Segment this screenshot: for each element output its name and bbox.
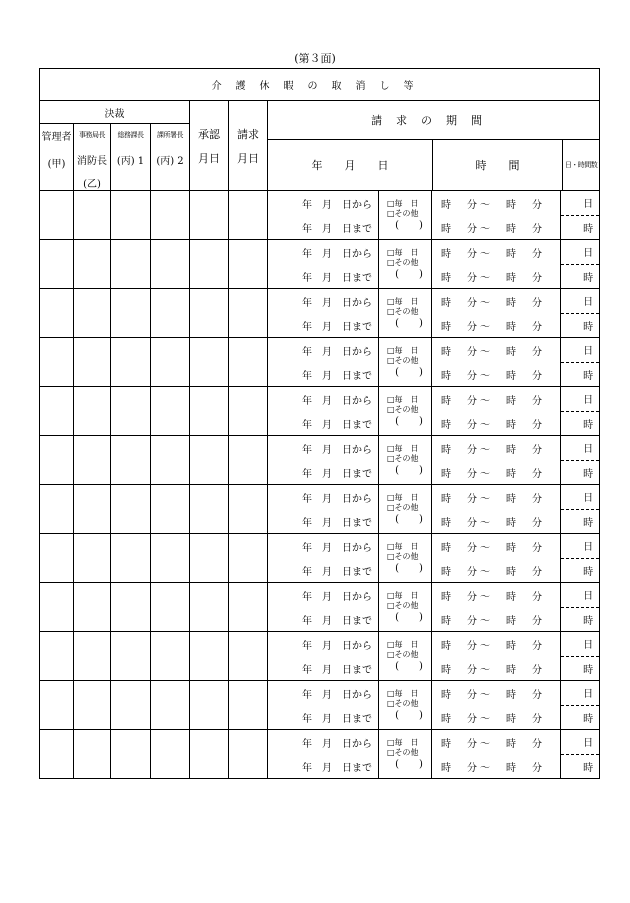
from-date: 年 月 日から (302, 395, 372, 407)
time-range-to: 時 分～ 時 分 (441, 566, 545, 578)
kasho-cell[interactable] (151, 436, 190, 485)
seikyu-cell[interactable] (229, 534, 268, 583)
kind-daily-checkbox[interactable]: □毎 日 (387, 395, 419, 404)
time-range-from: 時 分～ 時 分 (441, 640, 545, 652)
kasho-cell[interactable] (151, 289, 190, 338)
kessai-header: 決裁 (40, 101, 190, 124)
time-cell[interactable] (432, 632, 561, 681)
time-range-to: 時 分～ 時 分 (441, 321, 545, 333)
from-date: 年 月 日から (302, 199, 372, 211)
shonin-cell[interactable] (190, 730, 229, 779)
ymd-cell[interactable] (268, 534, 379, 583)
kanrisha-cell[interactable] (40, 583, 74, 632)
somu-cell[interactable] (111, 338, 151, 387)
kanrisha-cell[interactable] (40, 485, 74, 534)
seikyu-cell[interactable] (229, 240, 268, 289)
seikyu-label: 請求 (237, 127, 259, 141)
cancellation-form-table (39, 68, 600, 779)
unit-hour: 時 (583, 566, 594, 578)
time-range-to: 時 分～ 時 分 (441, 517, 545, 529)
kind-daily-checkbox[interactable]: □毎 日 (387, 640, 419, 649)
to-date: 年 月 日まで (302, 713, 372, 725)
seikyu-cell[interactable] (229, 681, 268, 730)
kasho-cell[interactable] (151, 240, 190, 289)
unit-cell[interactable] (561, 240, 600, 289)
time-range-from: 時 分～ 時 分 (441, 542, 545, 554)
period-unit-header: 日・時間数 (564, 161, 598, 169)
kind-other-paren: ( ) (395, 710, 423, 721)
kanrisha-label: 管理者 (41, 132, 72, 143)
unit-cell[interactable] (561, 387, 600, 436)
shobochou-label: 消防長 (77, 156, 107, 167)
kasho-sub: (丙) 2 (156, 156, 184, 167)
somu-cell[interactable] (111, 191, 151, 240)
unit-cell[interactable] (561, 730, 600, 779)
table-row (40, 436, 600, 485)
ymd-cell[interactable] (268, 338, 379, 387)
unit-cell[interactable] (561, 191, 600, 240)
shonin-cell[interactable] (190, 387, 229, 436)
from-date: 年 月 日から (302, 591, 372, 603)
jimukyoku-cell[interactable] (74, 436, 111, 485)
table-row (40, 681, 600, 730)
jimukyoku-cell[interactable] (74, 240, 111, 289)
ymd-cell[interactable] (268, 632, 379, 681)
kanrisha-cell[interactable] (40, 240, 74, 289)
kind-other-paren: ( ) (395, 465, 423, 476)
kind-other-checkbox[interactable]: □その他 (387, 552, 419, 561)
seikyu-cell[interactable] (229, 485, 268, 534)
shonin-cell[interactable] (190, 289, 229, 338)
from-date: 年 月 日から (302, 542, 372, 554)
time-range-from: 時 分～ 時 分 (441, 297, 545, 309)
kind-daily-checkbox[interactable]: □毎 日 (387, 199, 419, 208)
table-row (40, 289, 600, 338)
unit-day: 日 (561, 289, 599, 314)
from-date: 年 月 日から (302, 444, 372, 456)
kanrisha-header (40, 124, 74, 191)
kind-cell[interactable] (379, 436, 432, 485)
seikyu-header (229, 101, 268, 191)
period-time-header: 時 間 (433, 140, 563, 190)
unit-cell[interactable] (561, 289, 600, 338)
unit-day: 日 (561, 632, 599, 657)
unit-cell[interactable] (561, 338, 600, 387)
unit-cell[interactable] (561, 632, 600, 681)
kind-other-paren: ( ) (395, 759, 423, 770)
table-row (40, 338, 600, 387)
kasho-cell[interactable] (151, 632, 190, 681)
time-cell[interactable] (432, 387, 561, 436)
time-range-from: 時 分～ 時 分 (441, 444, 545, 456)
unit-cell[interactable] (561, 681, 600, 730)
kind-cell[interactable] (379, 583, 432, 632)
kind-other-paren: ( ) (395, 367, 423, 378)
jimukyoku-cell[interactable] (74, 632, 111, 681)
unit-hour: 時 (583, 468, 594, 480)
unit-day: 日 (561, 240, 599, 265)
unit-hour: 時 (583, 517, 594, 529)
unit-day: 日 (561, 387, 599, 412)
from-date: 年 月 日から (302, 689, 372, 701)
time-cell[interactable] (432, 191, 561, 240)
kasho-label: 課所署長 (157, 131, 183, 139)
kasho-cell[interactable] (151, 485, 190, 534)
ymd-cell[interactable] (268, 436, 379, 485)
shonin-label: 承認 (198, 127, 220, 141)
unit-hour: 時 (583, 370, 594, 382)
somu-cell[interactable] (111, 681, 151, 730)
kanrisha-sub: (甲) (47, 159, 66, 170)
ymd-cell[interactable] (268, 681, 379, 730)
jimukyoku-cell[interactable] (74, 583, 111, 632)
time-range-from: 時 分～ 時 分 (441, 248, 545, 260)
kind-other-paren: ( ) (395, 416, 423, 427)
kind-cell[interactable] (379, 338, 432, 387)
jimukyoku-cell[interactable] (74, 534, 111, 583)
time-range-to: 時 分～ 時 分 (441, 370, 545, 382)
kind-other-checkbox[interactable]: □その他 (387, 258, 419, 267)
unit-hour: 時 (583, 321, 594, 333)
time-range-to: 時 分～ 時 分 (441, 468, 545, 480)
kanrisha-cell[interactable] (40, 534, 74, 583)
jimukyoku-cell[interactable] (74, 191, 111, 240)
kasho-header (151, 124, 190, 191)
unit-cell[interactable] (561, 485, 600, 534)
jimukyoku-cell[interactable] (74, 730, 111, 779)
kanrisha-cell[interactable] (40, 681, 74, 730)
kasho-cell[interactable] (151, 583, 190, 632)
somu-cell[interactable] (111, 730, 151, 779)
somu-cell[interactable] (111, 534, 151, 583)
to-date: 年 月 日まで (302, 419, 372, 431)
unit-day: 日 (561, 485, 599, 510)
seikyu-cell[interactable] (229, 436, 268, 485)
seikyu-cell[interactable] (229, 191, 268, 240)
from-date: 年 月 日から (302, 346, 372, 358)
somu-cell[interactable] (111, 583, 151, 632)
jimukyoku-header (74, 124, 111, 191)
seikyu-cell[interactable] (229, 338, 268, 387)
kanrisha-cell[interactable] (40, 632, 74, 681)
jimukyoku-cell[interactable] (74, 338, 111, 387)
jimukyoku-cell[interactable] (74, 289, 111, 338)
unit-hour: 時 (583, 713, 594, 725)
table-row (40, 730, 600, 779)
kanrisha-cell[interactable] (40, 191, 74, 240)
shonin-sub-label: 月日 (198, 151, 220, 165)
jimukyoku-cell[interactable] (74, 485, 111, 534)
ymd-cell[interactable] (268, 191, 379, 240)
time-cell[interactable] (432, 681, 561, 730)
time-cell[interactable] (432, 240, 561, 289)
seikyu-cell[interactable] (229, 289, 268, 338)
kind-daily-checkbox[interactable]: □毎 日 (387, 591, 419, 600)
unit-hour: 時 (583, 223, 594, 235)
page-label: (第３面) (294, 52, 336, 65)
period-title: 請求の期間 (371, 114, 497, 127)
time-range-from: 時 分～ 時 分 (441, 689, 545, 701)
kind-daily-checkbox[interactable]: □毎 日 (387, 444, 419, 453)
kind-cell[interactable] (379, 289, 432, 338)
kind-other-paren: ( ) (395, 563, 423, 574)
kanrisha-cell[interactable] (40, 289, 74, 338)
ymd-cell[interactable] (268, 387, 379, 436)
kind-other-checkbox[interactable]: □その他 (387, 356, 419, 365)
jimukyoku-label: 事務局長 (79, 131, 105, 139)
from-date: 年 月 日から (302, 738, 372, 750)
kind-cell[interactable] (379, 534, 432, 583)
unit-day: 日 (561, 436, 599, 461)
kind-cell[interactable] (379, 681, 432, 730)
somu-sub: (丙) 1 (116, 156, 145, 167)
kasho-cell[interactable] (151, 534, 190, 583)
shonin-cell[interactable] (190, 436, 229, 485)
kind-daily-checkbox[interactable]: □毎 日 (387, 248, 419, 257)
shonin-header (190, 101, 229, 191)
unit-day: 日 (561, 338, 599, 363)
time-cell[interactable] (432, 338, 561, 387)
time-cell[interactable] (432, 730, 561, 779)
kind-other-checkbox[interactable]: □その他 (387, 307, 419, 316)
somu-cell[interactable] (111, 436, 151, 485)
kind-other-paren: ( ) (395, 661, 423, 672)
from-date: 年 月 日から (302, 640, 372, 652)
period-header (268, 101, 600, 191)
time-range-to: 時 分～ 時 分 (441, 419, 545, 431)
kasho-cell[interactable] (151, 191, 190, 240)
ymd-cell[interactable] (268, 730, 379, 779)
seikyu-cell[interactable] (229, 632, 268, 681)
shonin-cell[interactable] (190, 681, 229, 730)
to-date: 年 月 日まで (302, 272, 372, 284)
somu-header (111, 124, 151, 191)
kind-other-paren: ( ) (395, 514, 423, 525)
from-date: 年 月 日から (302, 493, 372, 505)
table-row (40, 583, 600, 632)
kasho-cell[interactable] (151, 387, 190, 436)
form-title: 介護休暇の取消し等 (40, 69, 600, 101)
somu-cell[interactable] (111, 387, 151, 436)
time-cell[interactable] (432, 583, 561, 632)
kind-other-checkbox[interactable]: □その他 (387, 454, 419, 463)
ymd-cell[interactable] (268, 240, 379, 289)
time-range-from: 時 分～ 時 分 (441, 199, 545, 211)
time-cell[interactable] (432, 289, 561, 338)
seikyu-cell[interactable] (229, 583, 268, 632)
time-range-to: 時 分～ 時 分 (441, 762, 545, 774)
shonin-cell[interactable] (190, 485, 229, 534)
shonin-cell[interactable] (190, 583, 229, 632)
kind-other-checkbox[interactable]: □その他 (387, 209, 419, 218)
kind-other-checkbox[interactable]: □その他 (387, 405, 419, 414)
period-ymd-header: 年 月 日 (268, 140, 433, 190)
time-cell[interactable] (432, 436, 561, 485)
kind-cell[interactable] (379, 485, 432, 534)
kind-daily-checkbox[interactable]: □毎 日 (387, 542, 419, 551)
kanrisha-cell[interactable] (40, 730, 74, 779)
somu-label: 総務課長 (117, 131, 144, 139)
from-date: 年 月 日から (302, 248, 372, 260)
seikyu-cell[interactable] (229, 730, 268, 779)
kanrisha-cell[interactable] (40, 436, 74, 485)
table-row (40, 387, 600, 436)
table-row (40, 240, 600, 289)
time-range-to: 時 分～ 時 分 (441, 713, 545, 725)
table-row (40, 534, 600, 583)
ymd-cell[interactable] (268, 289, 379, 338)
shobochou-sub: (乙) (83, 179, 101, 190)
unit-hour: 時 (583, 615, 594, 627)
kind-other-paren: ( ) (395, 612, 423, 623)
kasho-cell[interactable] (151, 681, 190, 730)
to-date: 年 月 日まで (302, 615, 372, 627)
ymd-cell[interactable] (268, 583, 379, 632)
to-date: 年 月 日まで (302, 223, 372, 235)
to-date: 年 月 日まで (302, 370, 372, 382)
unit-day: 日 (561, 730, 599, 755)
kind-cell[interactable] (379, 730, 432, 779)
somu-cell[interactable] (111, 289, 151, 338)
time-range-from: 時 分～ 時 分 (441, 395, 545, 407)
shonin-cell[interactable] (190, 338, 229, 387)
kind-other-checkbox[interactable]: □その他 (387, 650, 419, 659)
to-date: 年 月 日まで (302, 762, 372, 774)
entry-rows (40, 191, 600, 779)
kind-other-paren: ( ) (395, 269, 423, 280)
unit-day: 日 (561, 681, 599, 706)
kind-cell[interactable] (379, 632, 432, 681)
unit-hour: 時 (583, 762, 594, 774)
time-range-to: 時 分～ 時 分 (441, 615, 545, 627)
kind-cell[interactable] (379, 191, 432, 240)
ymd-cell[interactable] (268, 485, 379, 534)
table-row (40, 632, 600, 681)
kind-daily-checkbox[interactable]: □毎 日 (387, 493, 419, 502)
jimukyoku-cell[interactable] (74, 681, 111, 730)
somu-cell[interactable] (111, 240, 151, 289)
time-range-from: 時 分～ 時 分 (441, 738, 545, 750)
kind-cell[interactable] (379, 240, 432, 289)
kind-daily-checkbox[interactable]: □毎 日 (387, 689, 419, 698)
from-date: 年 月 日から (302, 297, 372, 309)
somu-cell[interactable] (111, 485, 151, 534)
kind-daily-checkbox[interactable]: □毎 日 (387, 346, 419, 355)
table-row (40, 485, 600, 534)
kind-other-checkbox[interactable]: □その他 (387, 601, 419, 610)
seikyu-sub-label: 月日 (237, 151, 259, 165)
seikyu-cell[interactable] (229, 387, 268, 436)
table-row (40, 191, 600, 240)
kanrisha-cell[interactable] (40, 387, 74, 436)
time-range-from: 時 分～ 時 分 (441, 346, 545, 358)
unit-hour: 時 (583, 664, 594, 676)
to-date: 年 月 日まで (302, 321, 372, 333)
kind-other-checkbox[interactable]: □その他 (387, 699, 419, 708)
kind-other-checkbox[interactable]: □その他 (387, 503, 419, 512)
jimukyoku-cell[interactable] (74, 387, 111, 436)
shonin-cell[interactable] (190, 191, 229, 240)
unit-hour: 時 (583, 419, 594, 431)
shonin-cell[interactable] (190, 534, 229, 583)
time-cell[interactable] (432, 534, 561, 583)
time-range-to: 時 分～ 時 分 (441, 664, 545, 676)
unit-cell[interactable] (561, 583, 600, 632)
unit-hour: 時 (583, 272, 594, 284)
unit-cell[interactable] (561, 436, 600, 485)
to-date: 年 月 日まで (302, 664, 372, 676)
unit-day: 日 (561, 191, 599, 216)
time-range-from: 時 分～ 時 分 (441, 591, 545, 603)
kind-other-paren: ( ) (395, 220, 423, 231)
kind-cell[interactable] (379, 387, 432, 436)
time-range-to: 時 分～ 時 分 (441, 272, 545, 284)
kind-daily-checkbox[interactable]: □毎 日 (387, 738, 419, 747)
time-range-from: 時 分～ 時 分 (441, 493, 545, 505)
kind-other-paren: ( ) (395, 318, 423, 329)
kind-other-checkbox[interactable]: □その他 (387, 748, 419, 757)
kind-daily-checkbox[interactable]: □毎 日 (387, 297, 419, 306)
kasho-cell[interactable] (151, 338, 190, 387)
to-date: 年 月 日まで (302, 468, 372, 480)
shonin-cell[interactable] (190, 240, 229, 289)
time-cell[interactable] (432, 485, 561, 534)
to-date: 年 月 日まで (302, 566, 372, 578)
unit-cell[interactable] (561, 534, 600, 583)
unit-day: 日 (561, 534, 599, 559)
time-range-to: 時 分～ 時 分 (441, 223, 545, 235)
kasho-cell[interactable] (151, 730, 190, 779)
kanrisha-cell[interactable] (40, 338, 74, 387)
to-date: 年 月 日まで (302, 517, 372, 529)
unit-day: 日 (561, 583, 599, 608)
shonin-cell[interactable] (190, 632, 229, 681)
somu-cell[interactable] (111, 632, 151, 681)
